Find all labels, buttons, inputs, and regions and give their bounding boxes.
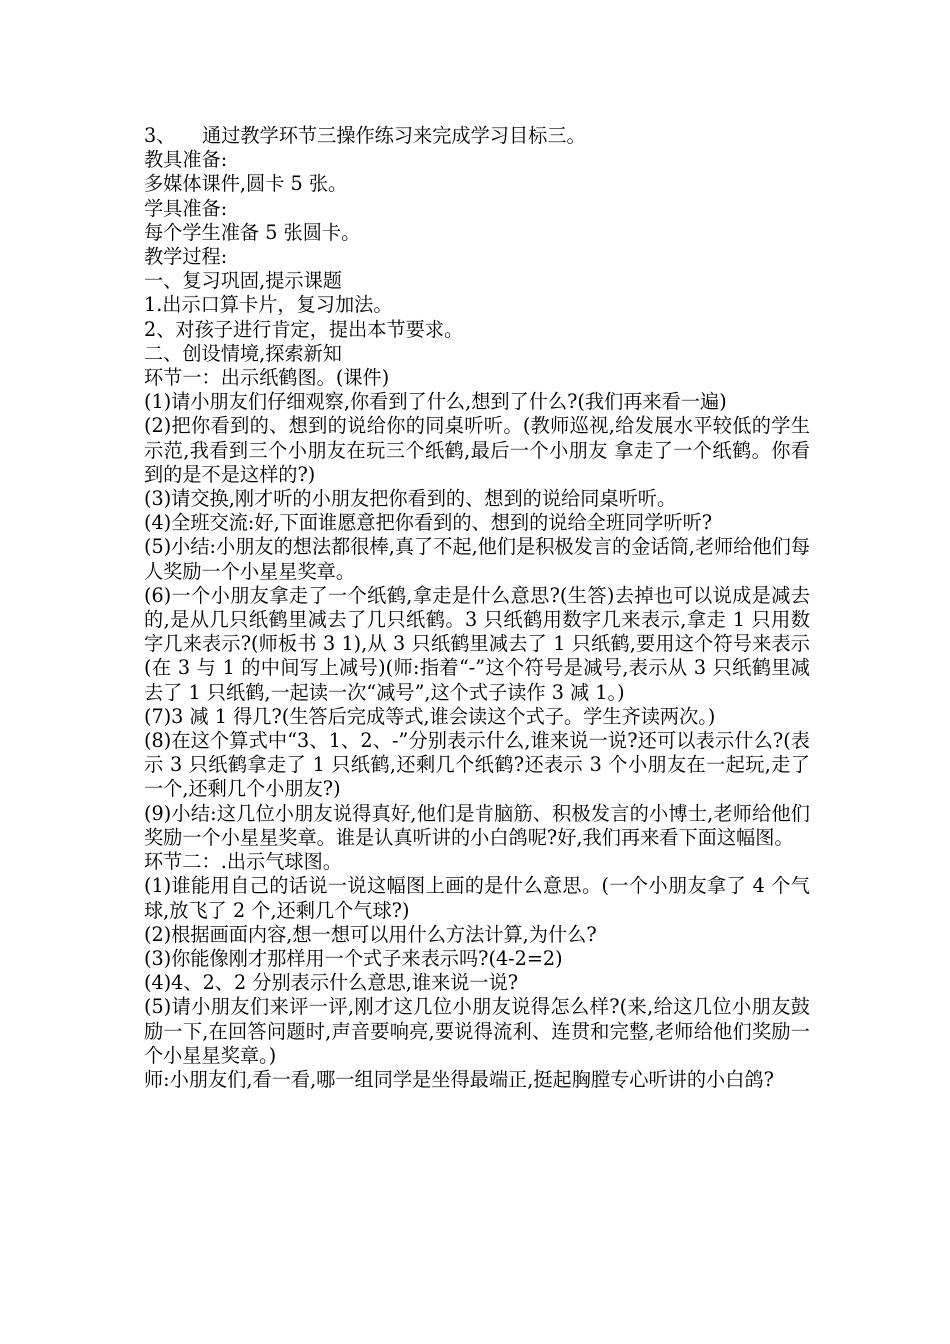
paragraph: (9)小结:这几位小朋友说得真好,他们是肯脑筋、积极发言的小博士,老师给他们奖励一个小星星奖章。谁是认真听讲的小白鸽呢?好,我们再来看下面这幅图。 bbox=[144, 801, 810, 849]
paragraph-text: 通过教学环节三操作练习来完成学习目标三。 bbox=[202, 124, 586, 147]
paragraph: (8)在这个算式中“3、1、2、-”分别表示什么,谁来说一说?还可以表示什么?(表示 3 只纸鹤拿走了 1 只纸鹤,还剩几个纸鹤?还表示 3 个小朋友在一起玩,走了一个,还剩几个小朋友?) bbox=[144, 729, 810, 801]
subsection-heading-step-2: 环节二：.出示气球图。 bbox=[144, 850, 342, 874]
paragraph-student-materials: 每个学生准备 5 张圆卡。 bbox=[144, 220, 361, 244]
paragraph: (7)3 减 1 得几?(生答后完成等式,谁会读这个式子。学生齐读两次。) bbox=[144, 704, 716, 728]
paragraph: (2)根据画面内容,想一想可以用什么方法计算,为什么? bbox=[144, 922, 597, 946]
paragraph-teaching-aids: 多媒体课件,圆卡 5 张。 bbox=[144, 172, 348, 196]
document-page bbox=[144, 124, 810, 1092]
paragraph: (5)小结:小朋友的想法都很棒,真了不起,他们是积极发言的金话筒,老师给他们每人奖励一个小星星奖章。 bbox=[144, 535, 810, 583]
section-heading-explore: 二、创设情境,探索新知 bbox=[144, 341, 342, 365]
paragraph: (1)谁能用自己的话说一说这幅图上画的是什么意思。(一个小朋友拿了 4 个气球,放飞了 2 个,还剩几个气球?) bbox=[144, 874, 810, 922]
paragraph: (2)把你看到的、想到的说给你的同桌听听。(教师巡视,给发展水平较低的学生示范,我看到三个小朋友在玩三个纸鹤,最后一个小朋友 拿走了一个纸鹤。你看到的是不是这样的?) bbox=[144, 414, 810, 486]
paragraph: 师:小朋友们,看一看,哪一组同学是坐得最端正,挺起胸膛专心听讲的小白鸽? bbox=[144, 1067, 774, 1091]
paragraph: (4)4、2、2 分别表示什么意思,谁来说一说? bbox=[144, 971, 519, 995]
heading-student-materials: 学具准备: bbox=[144, 196, 228, 220]
paragraph-objective-3 bbox=[144, 124, 810, 148]
paragraph: (1)请小朋友们仔细观察,你看到了什么,想到了什么?(我们再来看一遍) bbox=[144, 390, 727, 414]
heading-teaching-process: 教学过程: bbox=[144, 245, 228, 269]
paragraph: (4)全班交流:好,下面谁愿意把你看到的、想到的说给全班同学听听? bbox=[144, 511, 713, 535]
section-heading-review: 一、复习巩固,提示课题 bbox=[144, 269, 342, 293]
list-number: 3、 bbox=[144, 124, 176, 147]
paragraph: (6)一个小朋友拿走了一个纸鹤,拿走是什么意思?(生答)去掉也可以说成是减去的,是从几只纸鹤里减去了几只纸鹤。3 只纸鹤用数字几来表示,拿走 1 只用数字几来表示?(师板书 3 1),从 3 只纸鹤里减去了 1 只纸鹤,要用这个符号来表示(在 3 与 1 的中间写上减号)(师:指着“-”这个符号是减号,表示从 3 只纸鹤里减去了 1 只纸鹤,一起读一次“减号”,这个式子读作 3 减 1。) bbox=[144, 583, 810, 704]
heading-teaching-aids: 教具准备: bbox=[144, 148, 228, 172]
paragraph: (5)请小朋友们来评一评,刚才这几位小朋友说得怎么样?(来,给这几位小朋友鼓励一下,在回答问题时,声音要响亮,要说得流利、连贯和完整,老师给他们奖励一个小星星奖章。) bbox=[144, 995, 810, 1067]
paragraph: 1.出示口算卡片，复习加法。 bbox=[144, 293, 393, 317]
subsection-heading-step-1: 环节一：出示纸鹤图。(课件) bbox=[144, 366, 390, 390]
paragraph: (3)请交换,刚才听的小朋友把你看到的、想到的说给同桌听听。 bbox=[144, 487, 677, 511]
paragraph: 2、对孩子进行肯定，提出本节要求。 bbox=[144, 317, 464, 341]
paragraph: (3)你能像刚才那样用一个式子来表示吗?(4-2=2) bbox=[144, 946, 563, 970]
